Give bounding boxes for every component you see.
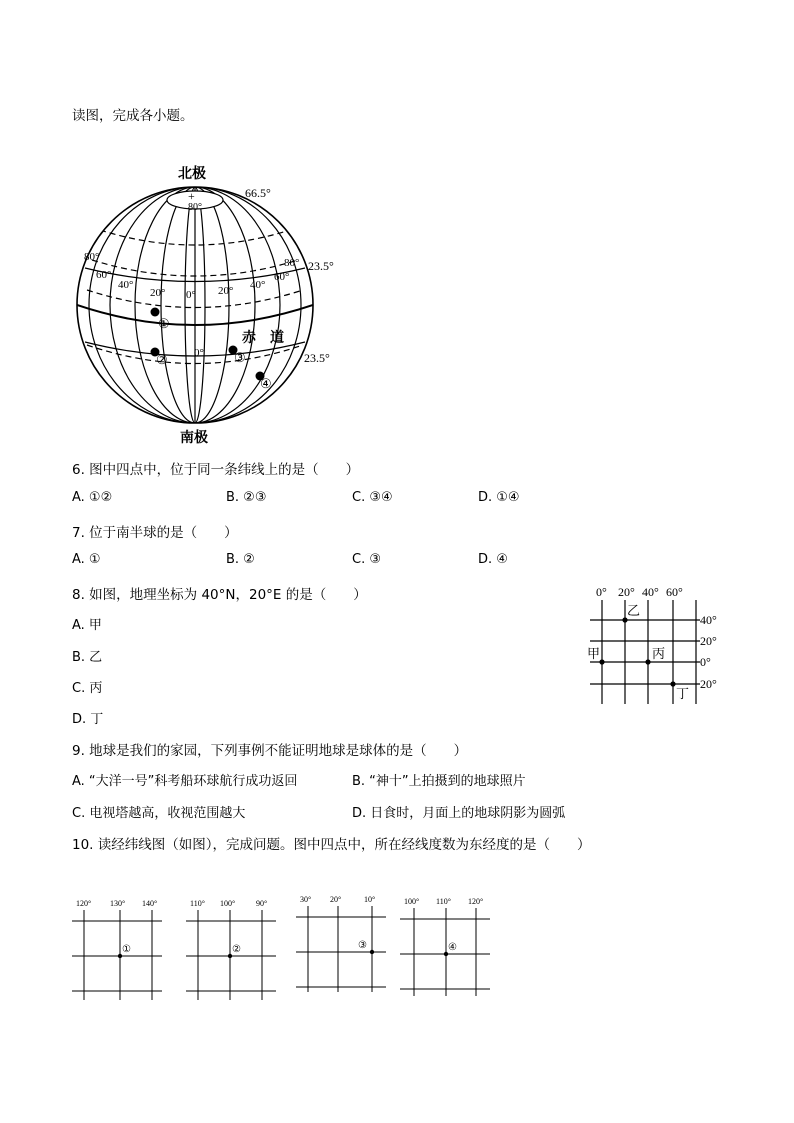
svg-text:120°: 120°	[468, 897, 484, 906]
intro-text: 读图，完成各小题。	[72, 108, 194, 124]
q8-option-c[interactable]: C. 丙	[72, 681, 103, 696]
svg-text:66.5°: 66.5°	[245, 186, 271, 200]
point-jia: 甲	[587, 646, 601, 661]
svg-text:20°: 20°	[618, 585, 635, 599]
svg-text:20°: 20°	[218, 285, 234, 297]
q8-option-a[interactable]: A. 甲	[72, 618, 102, 633]
north-pole-label: 北极	[178, 167, 206, 182]
svg-text:80°: 80°	[84, 251, 100, 263]
svg-text:0°: 0°	[596, 585, 607, 599]
svg-text:20°: 20°	[700, 634, 717, 648]
point-4: ④	[260, 376, 272, 391]
q8-option-b[interactable]: B. 乙	[72, 650, 103, 665]
svg-text:40°: 40°	[700, 613, 717, 627]
q7-option-a[interactable]: A. ①	[72, 552, 101, 567]
svg-text:140°: 140°	[142, 899, 158, 908]
south-pole-label: 南极	[180, 431, 208, 446]
svg-text:90°: 90°	[256, 899, 268, 908]
svg-text:0°: 0°	[194, 347, 204, 359]
svg-text:80°: 80°	[188, 202, 202, 213]
q6-option-a[interactable]: A. ①②	[72, 490, 113, 505]
svg-text:110°: 110°	[436, 897, 451, 906]
svg-text:80°: 80°	[284, 257, 300, 269]
q6-stem: 6. 图中四点中，位于同一条纬线上的是（ ）	[72, 462, 360, 478]
globe-figure	[70, 160, 360, 450]
q9-option-d[interactable]: D. 日食时，月面上的地球阴影为圆弧	[352, 806, 566, 821]
q7-option-d[interactable]: D. ④	[478, 552, 508, 567]
svg-text:110°: 110°	[190, 899, 205, 908]
q9-stem: 9. 地球是我们的家园，下列事例不能证明地球是球体的是（ ）	[72, 743, 468, 759]
point-yi: 乙	[627, 603, 641, 618]
q8-coordinate-grid	[584, 580, 734, 710]
svg-text:0°: 0°	[700, 655, 711, 669]
point-ding: 丁	[676, 686, 690, 701]
svg-text:60°: 60°	[666, 585, 683, 599]
q6-option-d[interactable]: D. ①④	[478, 490, 520, 505]
svg-text:20°: 20°	[330, 895, 342, 904]
q7-option-b[interactable]: B. ②	[226, 552, 255, 567]
q9-option-a[interactable]: A. “大洋一号”科考船环球航行成功返回	[72, 774, 298, 789]
svg-text:130°: 130°	[110, 899, 126, 908]
point-3: ③	[234, 350, 246, 365]
svg-text:40°: 40°	[250, 279, 266, 291]
svg-text:0°: 0°	[186, 289, 196, 301]
q10-grid-3	[296, 892, 392, 996]
q9-option-b[interactable]: B. “神十”上拍摄到的地球照片	[352, 774, 526, 789]
svg-text:+: +	[188, 189, 195, 203]
svg-text:40°: 40°	[642, 585, 659, 599]
svg-text:120°: 120°	[76, 899, 92, 908]
q10-grid-2	[186, 896, 282, 1000]
svg-text:20°: 20°	[700, 677, 717, 691]
svg-text:100°: 100°	[220, 899, 236, 908]
q6-option-c[interactable]: C. ③④	[352, 490, 393, 505]
q10-point-1: ①	[122, 944, 131, 955]
q6-option-b[interactable]: B. ②③	[226, 490, 267, 505]
svg-text:10°: 10°	[364, 895, 376, 904]
svg-text:30°: 30°	[300, 895, 312, 904]
svg-text:23.5°: 23.5°	[308, 259, 334, 273]
point-2: ②	[156, 352, 168, 367]
q7-stem: 7. 位于南半球的是（ ）	[72, 525, 238, 541]
svg-text:20°: 20°	[150, 287, 166, 299]
q10-grid-4	[400, 894, 496, 998]
q10-stem: 10. 读经纬线图（如图），完成问题。图中四点中，所在经线度数为东经度的是（ ）	[72, 837, 591, 853]
q10-point-2: ②	[232, 944, 241, 955]
point-bing: 丙	[652, 646, 666, 661]
q8-stem: 8. 如图，地理坐标为 40°N，20°E 的是（ ）	[72, 587, 367, 603]
point-1: ①	[158, 316, 170, 331]
q9-option-c[interactable]: C. 电视塔越高，收视范围越大	[72, 806, 246, 821]
q10-point-4: ④	[448, 942, 457, 953]
svg-text:40°: 40°	[118, 279, 134, 291]
q10-grid-1	[72, 896, 168, 1000]
svg-text:60°: 60°	[274, 271, 290, 283]
q7-option-c[interactable]: C. ③	[352, 552, 381, 567]
svg-text:23.5°: 23.5°	[304, 351, 330, 365]
q10-point-3: ③	[358, 940, 367, 951]
svg-text:100°: 100°	[404, 897, 420, 906]
q8-option-d[interactable]: D. 丁	[72, 712, 104, 727]
equator-text: 赤 道	[242, 331, 284, 346]
svg-text:60°: 60°	[96, 269, 112, 281]
